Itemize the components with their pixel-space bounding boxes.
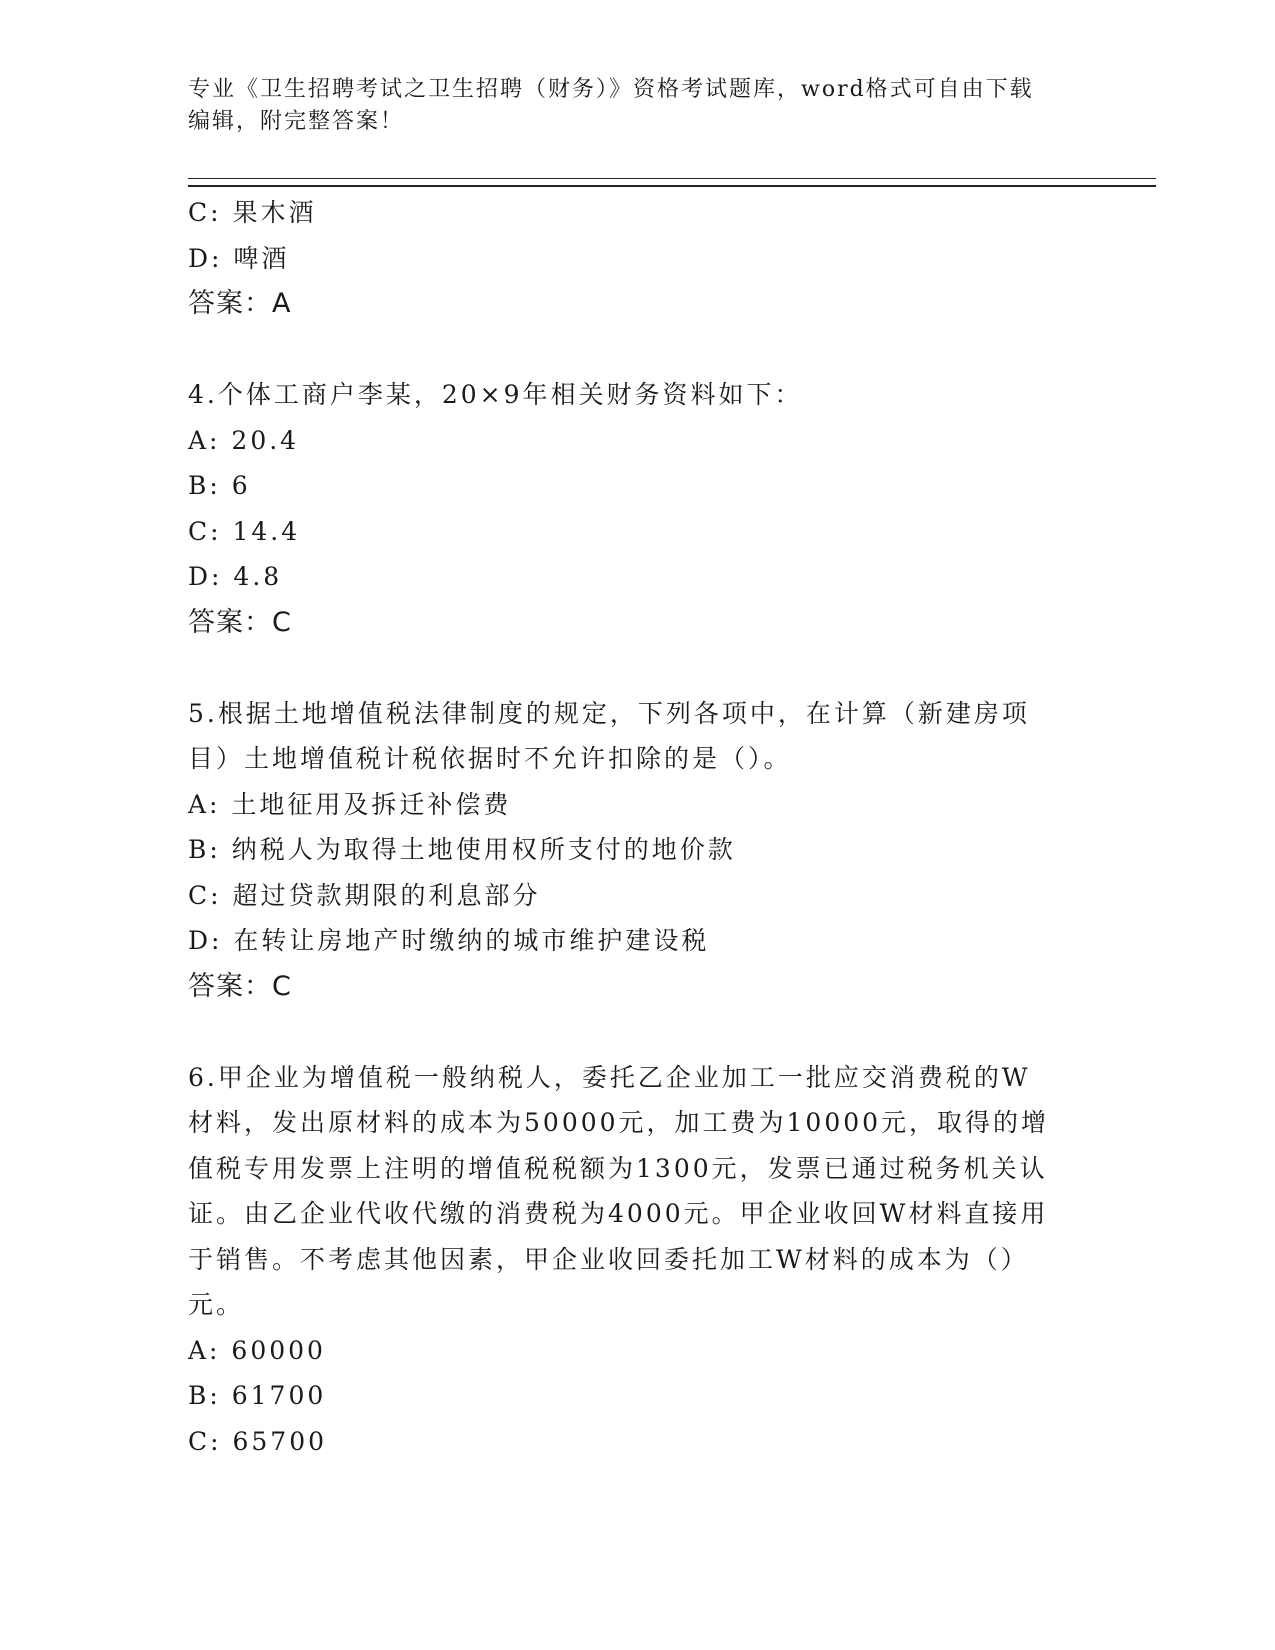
- option-d: D: 啤酒: [188, 243, 290, 273]
- option-b: B: 6: [188, 471, 251, 500]
- question-4: [188, 372, 1088, 645]
- question-3: [188, 190, 1088, 327]
- option-b: B: 61700: [188, 1381, 327, 1410]
- spacer: [188, 327, 1088, 373]
- question-stem: 4.个体工商户李某，20×9年相关财务资料如下：: [188, 380, 803, 409]
- header-title-line-1: 专业《卫生招聘考试之卫生招聘（财务）》资格考试题库，word格式可自由下载: [188, 77, 1034, 102]
- question-6: [188, 1055, 1088, 1465]
- answer-label: 答案：C: [188, 606, 292, 638]
- question-5: [188, 691, 1088, 1010]
- question-stem-line-2: 目）土地增值税计税依据时不允许扣除的是（）。: [188, 744, 792, 773]
- option-b: B: 纳税人为取得土地使用权所支付的地价款: [188, 835, 736, 864]
- option-a: A: 土地征用及拆迁补偿费: [188, 789, 512, 819]
- header-divider: [188, 178, 1156, 187]
- option-c: C: 果木酒: [188, 198, 317, 227]
- question-stem-line-1: 5.根据土地增值税法律制度的规定，下列各项中，在计算（新建房项: [188, 698, 1030, 728]
- answer-label: 答案：C: [188, 970, 292, 1002]
- answer-label: 答案：A: [188, 288, 292, 319]
- option-a: A: 60000: [188, 1335, 326, 1365]
- question-stem-line-6: 元。: [188, 1290, 245, 1319]
- question-stem-line-2: 材料，发出原材料的成本为50000元，加工费为10000元，取得的增: [188, 1108, 1050, 1137]
- option-a: A: 20.4: [188, 425, 300, 455]
- option-c: C: 65700: [188, 1426, 328, 1456]
- header-title-line-2: 编辑，附完整答案！: [188, 109, 405, 134]
- question-stem-line-1: 6.甲企业为增值税一般纳税人，委托乙企业加工一批应交消费税的W: [188, 1062, 1031, 1092]
- option-c: C: 超过贷款期限的利息部分: [188, 880, 541, 910]
- question-stem-line-5: 于销售。不考虑其他因素，甲企业收回委托加工W材料的成本为（）: [188, 1244, 1029, 1274]
- option-d: D: 4.8: [188, 562, 283, 591]
- question-list: [188, 190, 1088, 1464]
- spacer: [188, 645, 1088, 691]
- page-header: [188, 74, 1088, 138]
- question-stem-line-3: 值税专用发票上注明的增值税税额为1300元，发票已通过税务机关认: [188, 1153, 1048, 1183]
- option-d: D: 在转让房地产时缴纳的城市维护建设税: [188, 926, 710, 955]
- question-stem-line-4: 证。由乙企业代收代缴的消费税为4000元。甲企业收回W材料直接用: [188, 1199, 1049, 1228]
- option-c: C: 14.4: [188, 516, 301, 546]
- spacer: [188, 1009, 1088, 1055]
